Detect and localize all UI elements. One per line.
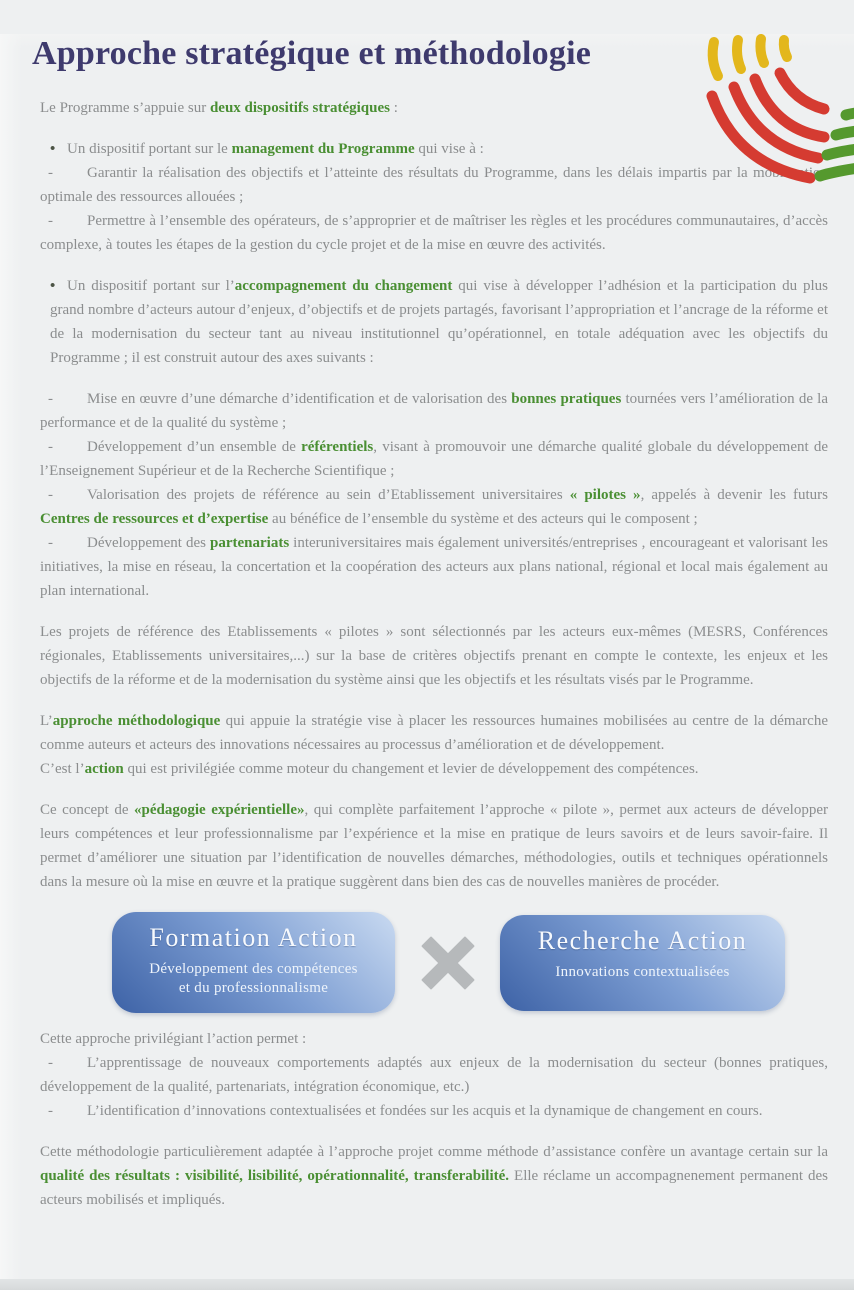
body-text: au bénéfice de l’ensemble du système et des acteurs qui le composent ; <box>268 511 698 527</box>
body-paragraph <box>40 1140 828 1212</box>
body-text: Permettre à l’ensemble des opérateurs, de s’approprier et de maîtriser les règles et les procédures communautaires, d’accès complexe, à toutes les étapes de la gestion du cycle projet et de la mise en œuvre des activités. <box>40 213 828 253</box>
accent-text: accompagnement du changement <box>234 278 453 294</box>
accent-text: action <box>84 761 124 777</box>
dash-marker: - <box>48 535 53 551</box>
document-body-lower <box>40 1027 828 1212</box>
recherche-action-subtitle <box>506 963 779 982</box>
dash-marker: - <box>48 487 53 503</box>
body-text: Les projets de référence des Etablissements « pilotes » sont sélectionnés par les acteurs eux-mêmes (MESRS, Conférences régionales, Etablissements universitaires,...) sur la base de critères objectifs prenant en compte le contexte, les enjeux et les objectifs de la réforme et de la modernisation du système ainsi que les objectifs et les résultats visés par le Programme. <box>40 624 828 688</box>
bullet-paragraph <box>40 274 828 370</box>
dash-paragraph <box>40 1099 828 1123</box>
box-subtitle-line: Développement des compétences <box>149 961 358 977</box>
dash-paragraph <box>40 161 828 209</box>
body-paragraph <box>40 757 828 781</box>
body-text: Mise en œuvre d’une démarche d’identification et de valorisation des <box>87 391 512 407</box>
body-text: qui est privilégiée comme moteur du changement et levier de développement des compétences. <box>123 761 699 777</box>
body-text: L’identification d’innovations contextualisées et fondées sur les acquis et la dynamique de changement en cours. <box>87 1103 763 1119</box>
body-text: Garantir la réalisation des objectifs et l’atteinte des résultats du Programme, dans les délais impartis par la mobilisation optimale des ressources allouées ; <box>40 165 828 205</box>
document-body-upper <box>40 96 828 894</box>
bullet-marker: • <box>50 141 56 157</box>
body-text: : <box>389 100 398 116</box>
body-paragraph <box>40 798 828 894</box>
dash-paragraph <box>40 387 828 435</box>
body-text: Développement des <box>87 535 210 551</box>
body-text: Cette méthodologie particulièrement adaptée à l’approche projet comme méthode d’assistance confère un avantage certain sur la <box>40 1144 828 1160</box>
body-text: , qui complète parfaitement l’approche « pilote », permet aux acteurs de développer leurs compétences et leur professionnalisme par l’expérience et la mise en pratique de leurs savoirs et de leurs savoir-faire. Il permet d’améliorer une situation par l’identification de nouvelles démarches, méthodologies, outils et techniques opérationnels dans la mesure où la mise en œuvre et la pratique suggèrent dans bien des cas de nouvelles manières de procéder. <box>40 802 828 890</box>
body-text: C’est l’ <box>40 761 85 777</box>
lead-paragraph <box>40 96 828 120</box>
dash-marker: - <box>48 165 53 181</box>
body-paragraph <box>40 1027 828 1051</box>
scanned-document-page <box>0 34 854 1290</box>
body-text: Elle réclame un accompagnenement permanent des acteurs mobilisés et impliqués. <box>40 1168 828 1208</box>
accent-text: deux dispositifs stratégiques <box>209 100 390 116</box>
body-text: , appelés à devenir les futurs <box>640 487 828 503</box>
recherche-action-box <box>500 915 785 1011</box>
page-title: Approche stratégique et méthodologie <box>32 35 592 72</box>
dash-marker: - <box>48 391 53 407</box>
action-boxes-row <box>112 912 785 1013</box>
accent-text: approche méthodologique <box>52 713 221 729</box>
body-text: Cette approche privilégiant l’action permet : <box>40 1031 307 1047</box>
page-bottom-edge <box>0 1279 854 1290</box>
body-text: , visant à promouvoir une démarche qualité globale du développement de l’Enseignement Supérieur et de la Recherche Scientifique ; <box>40 439 828 479</box>
dash-paragraph <box>40 531 828 603</box>
body-text: tournées vers l’amélioration de la performance et de la qualité du système ; <box>40 391 828 431</box>
body-paragraph <box>40 620 828 692</box>
recherche-action-title: Recherche Action <box>537 925 748 955</box>
body-text: Ce concept de <box>40 802 135 818</box>
body-text: qui vise à développer l’adhésion et la participation du plus grand nombre d’acteurs autour d’enjeux, d’objectifs et de projets partagés, favorisant l’appropriation et l’ancrage de la réforme et de la modernisation du secteur tant au niveau institutionnel qu’opérationnel, en totale adéquation avec les objectifs du Programme ; il est construit autour des axes suivants : <box>50 278 828 366</box>
body-text: Le Programme s’appuie sur <box>40 100 210 116</box>
boxes-connector <box>395 932 500 994</box>
body-text: L’ <box>40 713 53 729</box>
body-text: interuniversitaires mais également universités/entreprises , encourageant et valorisant les initiatives, la mise en réseau, la concertation et la coopération des acteurs aux plans national, régional et local mais également au plan international. <box>40 535 828 599</box>
accent-text: management du Programme <box>231 141 415 157</box>
bullet-paragraph <box>40 137 828 161</box>
accent-text: bonnes pratiques <box>511 391 622 407</box>
body-text: Valorisation des projets de référence au sein d’Etablissement universitaires <box>87 487 570 503</box>
accent-text: «pédagogie expérientielle» <box>134 802 305 818</box>
body-text: qui appuie la stratégie vise à placer les ressources humaines mobilisées au centre de la démarche comme auteurs et acteurs des innovations nécessaires au processus d’amélioration et de développement. <box>40 713 828 753</box>
body-text: Un dispositif portant sur l’ <box>67 278 235 294</box>
dash-paragraph <box>40 1051 828 1099</box>
box-subtitle-line: et du professionnalisme <box>178 980 329 996</box>
accent-text: qualité des résultats : visibilité, lisibilité, opérationnalité, transferabilité. <box>40 1168 510 1184</box>
dash-paragraph <box>40 483 828 531</box>
accent-text: partenariats <box>210 535 290 551</box>
accent-text: Centres de ressources et d’expertise <box>40 511 269 527</box>
formation-action-subtitle <box>118 960 389 998</box>
dash-marker: - <box>48 1055 53 1071</box>
dash-marker: - <box>48 1103 53 1119</box>
dash-marker: - <box>48 439 53 455</box>
x-cross-icon <box>417 932 479 994</box>
accent-text: référentiels <box>301 439 374 455</box>
dash-paragraph <box>40 209 828 257</box>
formation-action-box <box>112 912 395 1013</box>
body-text: qui vise à : <box>414 141 484 157</box>
body-text: L’apprentissage de nouveaux comportements adaptés aux enjeux de la modernisation du secteur (bonnes pratiques, développement de la qualité, partenariats, intégration économique, etc.) <box>40 1055 828 1095</box>
body-text: Développement d’un ensemble de <box>87 439 302 455</box>
accent-text: « pilotes » <box>569 487 641 503</box>
box-subtitle-line: Innovations contextualisées <box>555 963 730 980</box>
bullet-marker: • <box>50 278 56 294</box>
dash-paragraph <box>40 435 828 483</box>
body-text: Un dispositif portant sur le <box>67 141 232 157</box>
formation-action-title: Formation Action <box>149 923 358 952</box>
body-paragraph <box>40 709 828 757</box>
dash-marker: - <box>48 213 53 229</box>
